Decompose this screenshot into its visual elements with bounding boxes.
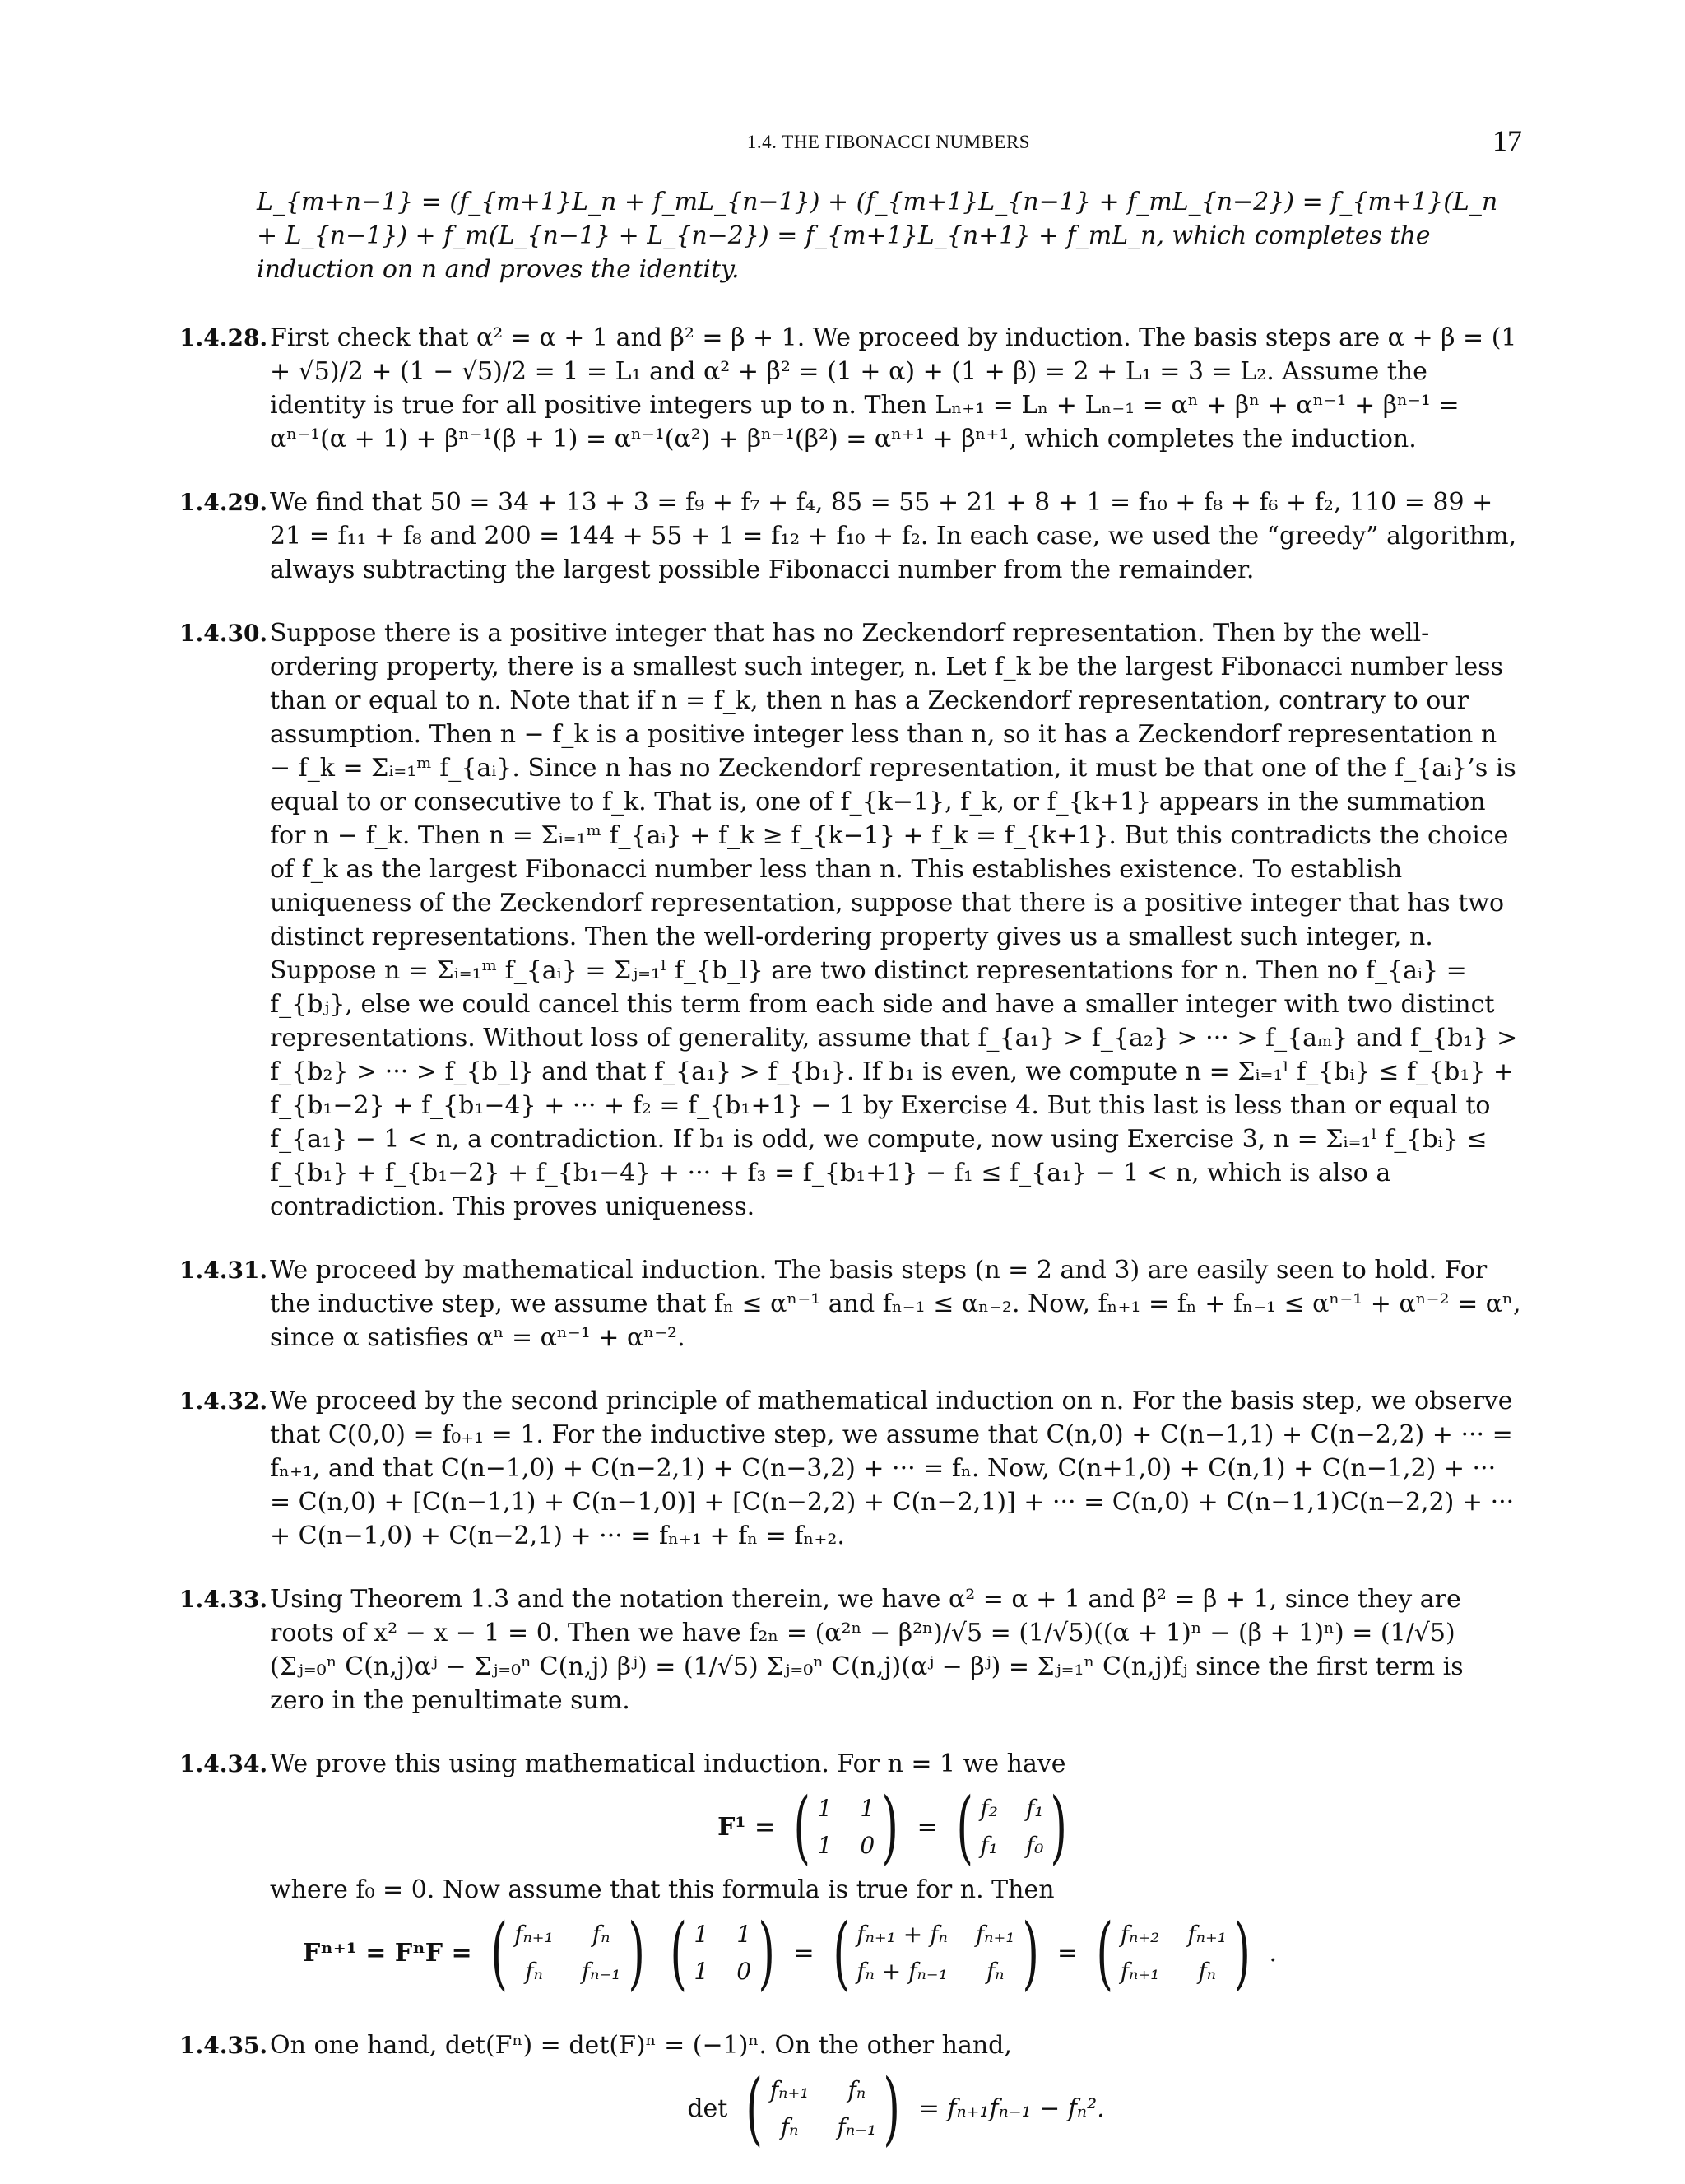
right-paren: ) <box>758 1907 776 1999</box>
matrix-entry: 0 <box>860 1832 875 1859</box>
exercise-1-4-30 <box>179 616 1522 1224</box>
left-paren: ( <box>833 1907 850 1999</box>
matrix-entry: fₙ <box>1198 1958 1217 1985</box>
exercise-text: We proceed by the second principle of mathematical induction on n. For the basis step, we observe that C(0,0) = f₀₊₁ = 1. For the inductive step, we assume that C(n,0) + C(n−1,1) + C(n−2,2) + ··· = fₙ₊₁, and that C(n−1,0) + C(n−2,1) + C(n−3,2) + ··· = fₙ. Now, C(n+1,0) + C(n,1) + C(n−1,2) + ··· = C(n,0) + [C(n−1,1) + C(n−1,0)] + [C(n−2,2) + C(n−2,1)] + ··· = C(n,0) + C(n−1,1)C(n−2,2) + ··· + C(n−1,0) + C(n−2,1) + ··· = fₙ₊₁ + fₙ = fₙ₊₂. <box>270 1387 1515 1550</box>
equation-rhs: = fₙ₊₁fₙ₋₁ − fₙ². <box>918 2093 1105 2123</box>
matrix-entry: fₙ₋₁ <box>581 1958 621 1985</box>
equals-sign: = <box>793 1938 815 1968</box>
det-operator: det <box>687 2093 728 2123</box>
matrix <box>826 1907 1046 1999</box>
right-paren: ) <box>881 1781 899 1873</box>
matrix-entry: f₂ <box>980 1795 998 1822</box>
exercise-text: We proceed by mathematical induction. The basis steps (n = 2 and 3) are easily seen to hold. For the inductive step, we assume that fₙ ≤ αⁿ⁻¹ and fₙ₋₁ ≤ αₙ₋₂. Now, fₙ₊₁ = fₙ + fₙ₋₁ ≤ αⁿ⁻¹ + αⁿ⁻² = αⁿ, since α satisfies αⁿ = αⁿ⁻¹ + αⁿ⁻². <box>270 1256 1521 1352</box>
running-head: 1.4. THE FIBONACCI NUMBERS <box>746 132 1031 152</box>
matrix <box>739 2062 907 2154</box>
equals-sign: = <box>917 1812 938 1842</box>
matrix-entry: fₙ₊₁ + fₙ <box>856 1921 948 1948</box>
continuation-paragraph: L_{m+n−1} = (f_{m+1}L_n + f_mL_{n−1}) + (f_{m+1}L_{n−1} + f_mL_{n−2}) = f_{m+1}(L_n + L_{n−1}) + f_m(L_{n−1} + L_{n−2}) = f_{m+1}L_{n+1} + f_mL_n, which completes the induction on n and proves the identity. <box>257 188 1498 284</box>
left-paren: ( <box>1096 1907 1114 1999</box>
exercise-text: We find that 50 = 34 + 13 + 3 = f₉ + f₇ + f₄, 85 = 55 + 21 + 8 + 1 = f₁₀ + f₈ + f₆ + f₂, 110 = 89 + 21 = f₁₁ + f₈ and 200 = 144 + 55 + 1 = f₁₂ + f₁₀ + f₂. In each case, we used the “greedy” algorithm, always subtracting the largest possible Fibonacci number from the remainder. <box>270 488 1517 584</box>
exercise-text: Suppose there is a positive integer that has no Zeckendorf representation. Then by the well-ordering property, there is a smallest such integer, n. Let f_k be the largest Fibonacci number less than or equal to n. Note that if n = f_k, then n has a Zeckendorf representation, contrary to our assumption. Then n − f_k is a positive integer less than n, so it has a Zeckendorf representation n − f_k = Σᵢ₌₁ᵐ f_{aᵢ}. Since n has no Zeckendorf representation, it must be that one of the f_{aᵢ}’s is equal to or consecutive to f_k. That is, one of f_{k−1}, f_k, or f_{k+1} appears in the summation for n − f_k. Then n = Σᵢ₌₁ᵐ f_{aᵢ} + f_k ≥ f_{k−1} + f_k = f_{k+1}. But this contradicts the choice of f_k as the largest Fibonacci number less than n. This establishes existence. To establish uniqueness of the Zeckendorf representation, suppose that there is a positive integer that has two distinct representations. Then the well-ordering property gives us a smallest such integer, n. Suppose n = Σᵢ₌₁ᵐ f_{aᵢ} = Σⱼ₌₁ˡ f_{b_l} are two distinct representations for n. Then no f_{aᵢ} = f_{bⱼ}, else we could cancel this term from each side and have a smaller integer with two distinct representations. Without loss of generality, assume that f_{a₁} > f_{a₂} > ··· > f_{aₘ} and f_{b₁} > f_{b₂} > ··· > f_{b_l} and that f_{a₁} > f_{b₁}. If b₁ is even, we compute n = Σᵢ₌₁ˡ f_{bᵢ} ≤ f_{b₁} + f_{b₁−2} + f_{b₁−4} + ··· + f₂ = f_{b₁+1} − 1 by Exercise 4. But this last is less than or equal to f_{a₁} − 1 < n, a contradiction. If b₁ is odd, we compute, now using Exercise 3, n = Σᵢ₌₁ˡ f_{bᵢ} ≤ f_{b₁} + f_{b₁−2} + f_{b₁−4} + ··· + f₃ = f_{b₁+1} − f₁ ≤ f_{a₁} − 1 < n, which is also a contradiction. This proves uniqueness. <box>270 619 1518 1221</box>
page-header <box>255 123 1522 165</box>
matrix-entry: 1 <box>817 1795 833 1822</box>
exercise-number: 1.4.32. <box>179 1387 268 1415</box>
display-equation-det <box>270 2062 1522 2154</box>
exercise-number: 1.4.33. <box>179 1586 268 1613</box>
right-paren: ) <box>1233 1907 1251 1999</box>
matrix-entry: 1 <box>860 1795 875 1822</box>
equation-lhs: F¹ = <box>717 1812 776 1842</box>
matrix-entry: f₀ <box>1025 1832 1044 1859</box>
matrix-entry: fₙ₋₁ <box>837 2113 877 2140</box>
equals-sign: = <box>1056 1938 1079 1968</box>
equation-lhs: Fⁿ⁺¹ = FⁿF = <box>303 1938 472 1968</box>
exercise-1-4-31 <box>179 1253 1522 1355</box>
matrix-entry: fₙ <box>592 1921 610 1948</box>
exercise-1-4-28 <box>179 321 1522 456</box>
display-equation-fn1 <box>270 1907 1522 1999</box>
exercise-1-4-35 <box>179 2028 1522 2154</box>
matrix <box>484 1907 652 1999</box>
display-equation-f1 <box>270 1781 1522 1873</box>
exercise-number: 1.4.29. <box>179 489 268 516</box>
matrix-entry: fₙ₊₁ <box>769 2076 810 2103</box>
exercise-number: 1.4.30. <box>179 620 268 647</box>
matrix-entry: fₙ <box>780 2113 799 2140</box>
matrix-entry: 1 <box>736 1921 752 1948</box>
exercise-1-4-29 <box>179 486 1522 587</box>
exercise-number: 1.4.28. <box>179 324 268 351</box>
page-number: 17 <box>1492 124 1522 157</box>
matrix-entry: fₙ <box>525 1958 543 1985</box>
left-paren: ( <box>490 1907 508 1999</box>
left-paren: ( <box>745 2062 764 2154</box>
matrix-entry: fₙ₊₂ <box>1120 1921 1160 1948</box>
matrix <box>949 1781 1075 1873</box>
equation-period: . <box>1269 1938 1278 1968</box>
exercise-text: Using Theorem 1.3 and the notation therein, we have α² = α + 1 and β² = β + 1, since they are roots of x² − x − 1 = 0. Then we have f₂ₙ = (α²ⁿ − β²ⁿ)/√5 = (1/√5)((α + 1)ⁿ − (β + 1)ⁿ) = (1/√5) (Σⱼ₌₀ⁿ C(n,j)αʲ − Σⱼ₌₀ⁿ C(n,j) βʲ) = (1/√5) Σⱼ₌₀ⁿ C(n,j)(αʲ − βʲ) = Σⱼ₌₁ⁿ C(n,j)fⱼ since the first term is zero in the penultimate sum. <box>270 1585 1464 1715</box>
matrix-entry: fₙ <box>847 2076 866 2103</box>
matrix-entry: fₙ <box>986 1958 1005 1985</box>
matrix-entry: 0 <box>736 1958 752 1985</box>
matrix <box>787 1781 906 1873</box>
matrix-entry: 1 <box>694 1958 709 1985</box>
matrix <box>1089 1907 1257 1999</box>
matrix-entry: fₙ₊₁ <box>1187 1921 1228 1948</box>
matrix-entry: fₙ₊₁ <box>514 1921 554 1948</box>
exercise-number: 1.4.34. <box>179 1750 268 1777</box>
matrix <box>663 1907 782 1999</box>
matrix-entry: 1 <box>817 1832 833 1859</box>
exercise-mid-text: where f₀ = 0. Now assume that this formula is true for n. Then <box>270 1875 1055 1904</box>
matrix-entry: f₁ <box>1025 1795 1044 1822</box>
right-paren: ) <box>1050 1781 1068 1873</box>
matrix-entry: fₙ + fₙ₋₁ <box>856 1958 948 1985</box>
left-paren: ( <box>956 1781 973 1873</box>
left-paren: ( <box>670 1907 687 1999</box>
matrix-entry: fₙ₊₁ <box>1120 1958 1160 1985</box>
exercise-intro: On one hand, det(Fⁿ) = det(F)ⁿ = (−1)ⁿ. On the other hand, <box>270 2031 1012 2060</box>
exercise-1-4-34 <box>179 1747 1522 1999</box>
left-paren: ( <box>793 1781 811 1873</box>
right-paren: ) <box>1021 1907 1039 1999</box>
matrix-entry: 1 <box>694 1921 709 1948</box>
exercise-text: First check that α² = α + 1 and β² = β + 1. We proceed by induction. The basis steps are α + β = (1 + √5)/2 + (1 − √5)/2 = 1 = L₁ and α² + β² = (1 + α) + (1 + β) = 2 + L₁ = 3 = L₂. Assume the identity is true for all positive integers up to n. Then Lₙ₊₁ = Lₙ + Lₙ₋₁ = αⁿ + βⁿ + αⁿ⁻¹ + βⁿ⁻¹ = αⁿ⁻¹(α + 1) + βⁿ⁻¹(β + 1) = αⁿ⁻¹(α²) + βⁿ⁻¹(β²) = αⁿ⁺¹ + βⁿ⁺¹, which completes the induction. <box>270 323 1517 453</box>
page-body <box>179 185 1522 2184</box>
exercise-number: 1.4.31. <box>179 1257 268 1284</box>
matrix-entry: fₙ₊₁ <box>975 1921 1015 1948</box>
matrix-entry: f₁ <box>980 1832 998 1859</box>
right-paren: ) <box>883 2062 901 2154</box>
exercise-1-4-33 <box>179 1582 1522 1717</box>
exercise-number: 1.4.35. <box>179 2032 268 2059</box>
exercise-intro: We prove this using mathematical induction. For n = 1 we have <box>270 1750 1066 1778</box>
exercise-1-4-32 <box>179 1384 1522 1553</box>
right-paren: ) <box>627 1907 645 1999</box>
